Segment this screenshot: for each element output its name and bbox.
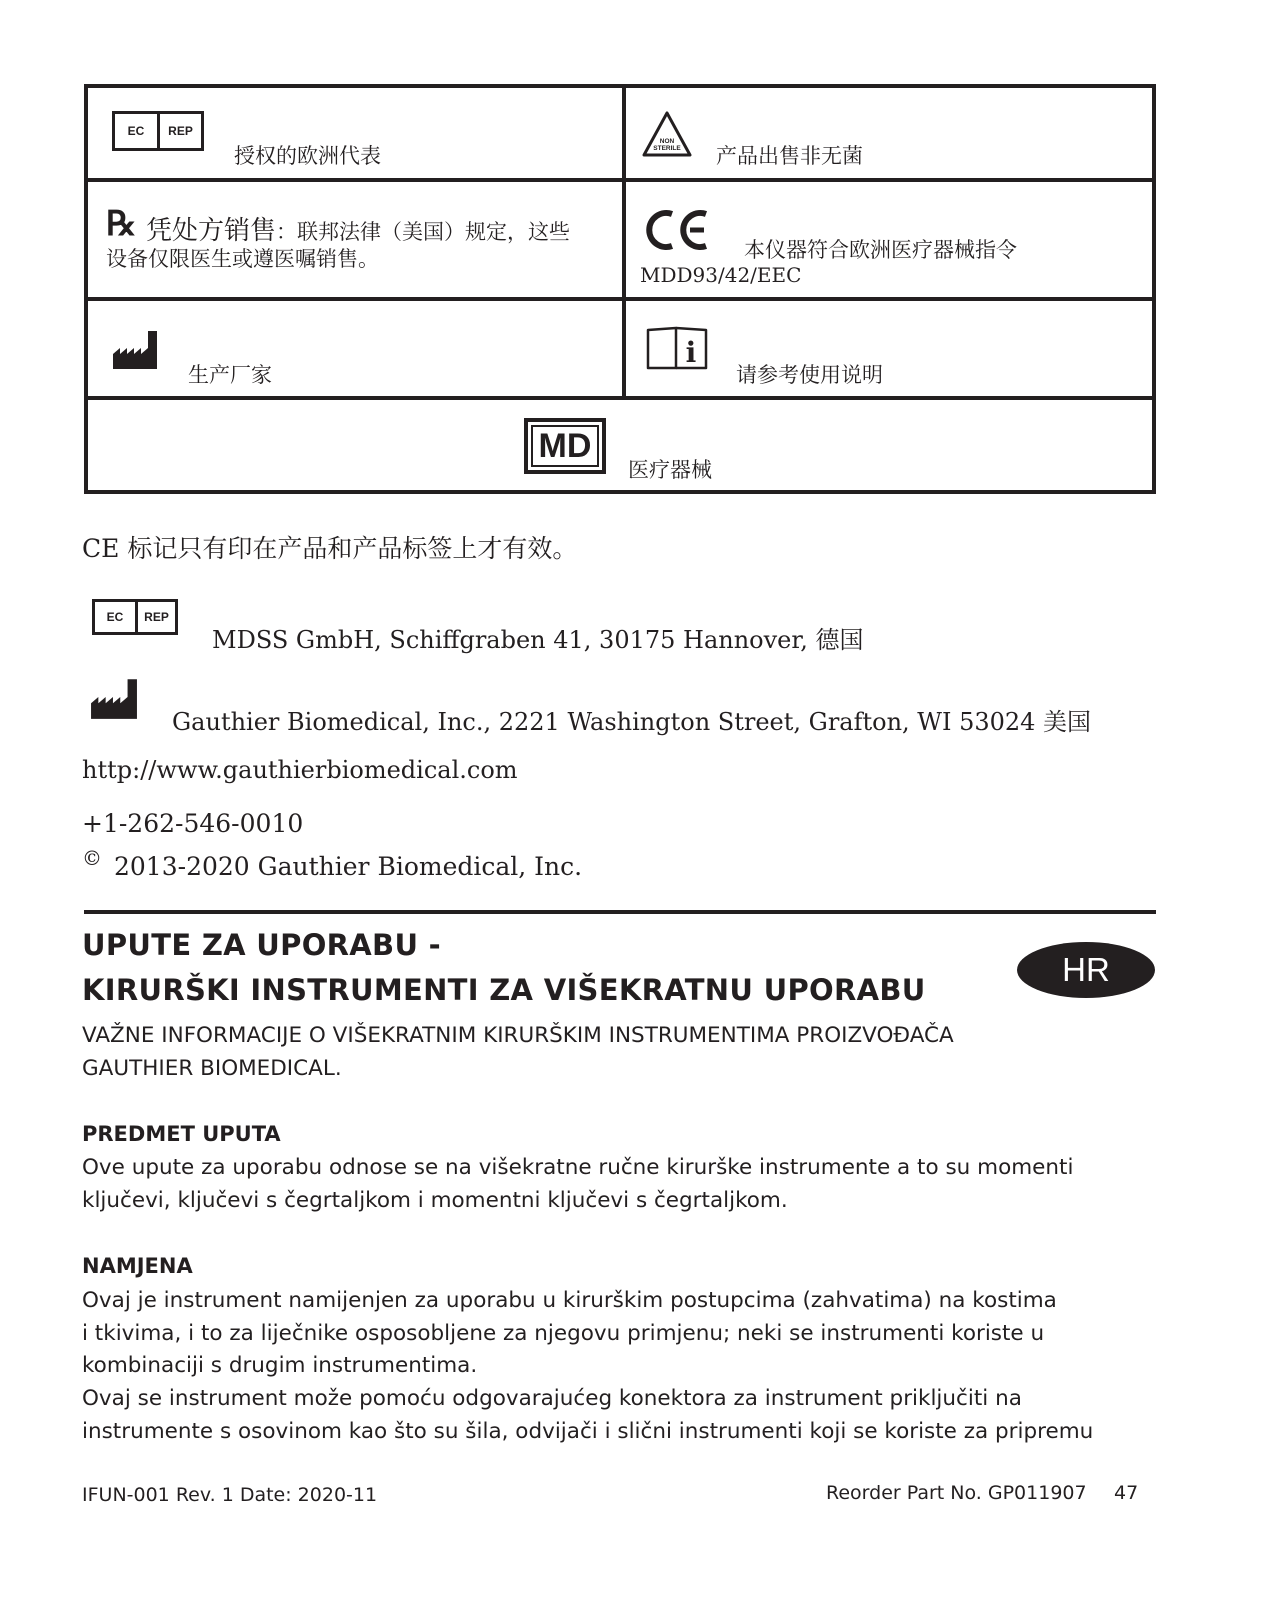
- purpose-heading: NAMJENA: [82, 1254, 193, 1278]
- ec-rep-caption: 授权的欧洲代表: [234, 144, 381, 168]
- copyright-text: 2013-2020 Gauthier Biomedical, Inc.: [114, 852, 583, 881]
- symbol-table: [84, 84, 1156, 494]
- purpose-line: i tkivima, i to za liječnike osposobljene za njegovu primjenu; neki se instrumenti koriste u: [82, 1321, 1045, 1346]
- non-sterile-caption: 产品出售非无菌: [716, 144, 863, 168]
- rx-line-2: 设备仅限医生或遵医嘱销售。: [106, 247, 379, 271]
- manufacturer-caption: 生产厂家: [188, 363, 272, 387]
- medical-device-icon: [524, 418, 606, 474]
- manufacturer-address: Gauthier Biomedical, Inc., 2221 Washington Street, Grafton, WI 53024 美国: [172, 708, 1092, 736]
- non-sterile-icon: [641, 110, 693, 158]
- purpose-line: kombinaciji s drugim instrumentima.: [82, 1353, 478, 1378]
- rx-title: [146, 210, 570, 247]
- phone-number: +1-262-546-0010: [82, 809, 304, 838]
- md-caption: 医疗器械: [628, 458, 712, 482]
- section-rule: [84, 910, 1156, 914]
- non-sterile-text-2: STERILE: [653, 145, 681, 152]
- subject-heading: PREDMET UPUTA: [82, 1122, 281, 1146]
- factory-icon: [112, 328, 158, 370]
- footer-doc-id: IFUN-001 Rev. 1 Date: 2020-11: [82, 1484, 378, 1506]
- subject-line: ključevi, ključevi s čegrtaljkom i momentni ključevi s čegrtaljkom.: [82, 1188, 788, 1213]
- table-divider: [88, 178, 1152, 182]
- ce-note: CE 标记只有印在产品和产品标签上才有效。: [82, 534, 578, 563]
- factory-icon: [90, 676, 138, 720]
- page-number: 47: [1114, 1482, 1139, 1504]
- table-divider: [88, 396, 1152, 400]
- ec-label: EC: [106, 610, 124, 624]
- purpose-line: Ovaj se instrument može pomoću odgovarajućeg konektora za instrument priključiti na: [82, 1386, 1022, 1411]
- intro-line-1: VAŽNE INFORMACIJE O VIŠEKRATNIM KIRURŠKIM INSTRUMENTIMA PROIZVOĐAČA: [82, 1023, 954, 1048]
- svg-text:i: i: [685, 336, 697, 369]
- page-title-line-2: KIRURŠKI INSTRUMENTI ZA VIŠEKRATNU UPORABU: [82, 973, 926, 1007]
- purpose-line: instrumente s osovinom kao što su šila, odvijači i slični instrumenti koji se koriste za pripremu: [82, 1419, 1094, 1444]
- rx-icon: ℞: [106, 204, 137, 244]
- rx-line-1: ：联邦法律（美国）规定，这些: [276, 220, 571, 244]
- ce-caption: 本仪器符合欧洲医疗器械指令: [744, 238, 1017, 262]
- table-divider: [88, 297, 1152, 301]
- table-divider: [622, 88, 626, 396]
- footer-reorder: Reorder Part No. GP011907: [826, 1482, 1087, 1504]
- ce-mark-icon: [646, 208, 712, 252]
- page-title-line-1: UPUTE ZA UPORABU -: [82, 928, 442, 962]
- ec-label: EC: [127, 124, 145, 138]
- md-mark: MD: [538, 426, 592, 465]
- ec-rep-icon: [112, 111, 204, 151]
- rx-title-text: 凭处方销售: [146, 216, 277, 246]
- ifu-caption: 请参考使用说明: [736, 363, 883, 387]
- info-book-icon: [644, 324, 710, 372]
- non-sterile-text-1: NON: [659, 138, 675, 145]
- intro-line-2: GAUTHIER BIOMEDICAL.: [82, 1056, 342, 1081]
- ec-rep-icon: [92, 599, 178, 635]
- ec-rep-address: MDSS GmbH, Schiffgraben 41, 30175 Hannover, 德国: [212, 626, 864, 654]
- copyright-symbol: ©: [82, 846, 102, 870]
- rep-label: REP: [157, 114, 201, 148]
- website-link[interactable]: http://www.gauthierbiomedical.com: [82, 756, 518, 784]
- rep-label: REP: [135, 602, 175, 632]
- subject-line: Ove upute za uporabu odnose se na višekratne ručne kirurške instrumente a to su momenti: [82, 1155, 1074, 1180]
- purpose-line: Ovaj je instrument namijenjen za uporabu u kirurškim postupcima (zahvatima) na kostima: [82, 1288, 1057, 1313]
- language-badge: HR: [1017, 942, 1155, 998]
- ce-directive: MDD93/42/EEC: [640, 263, 802, 287]
